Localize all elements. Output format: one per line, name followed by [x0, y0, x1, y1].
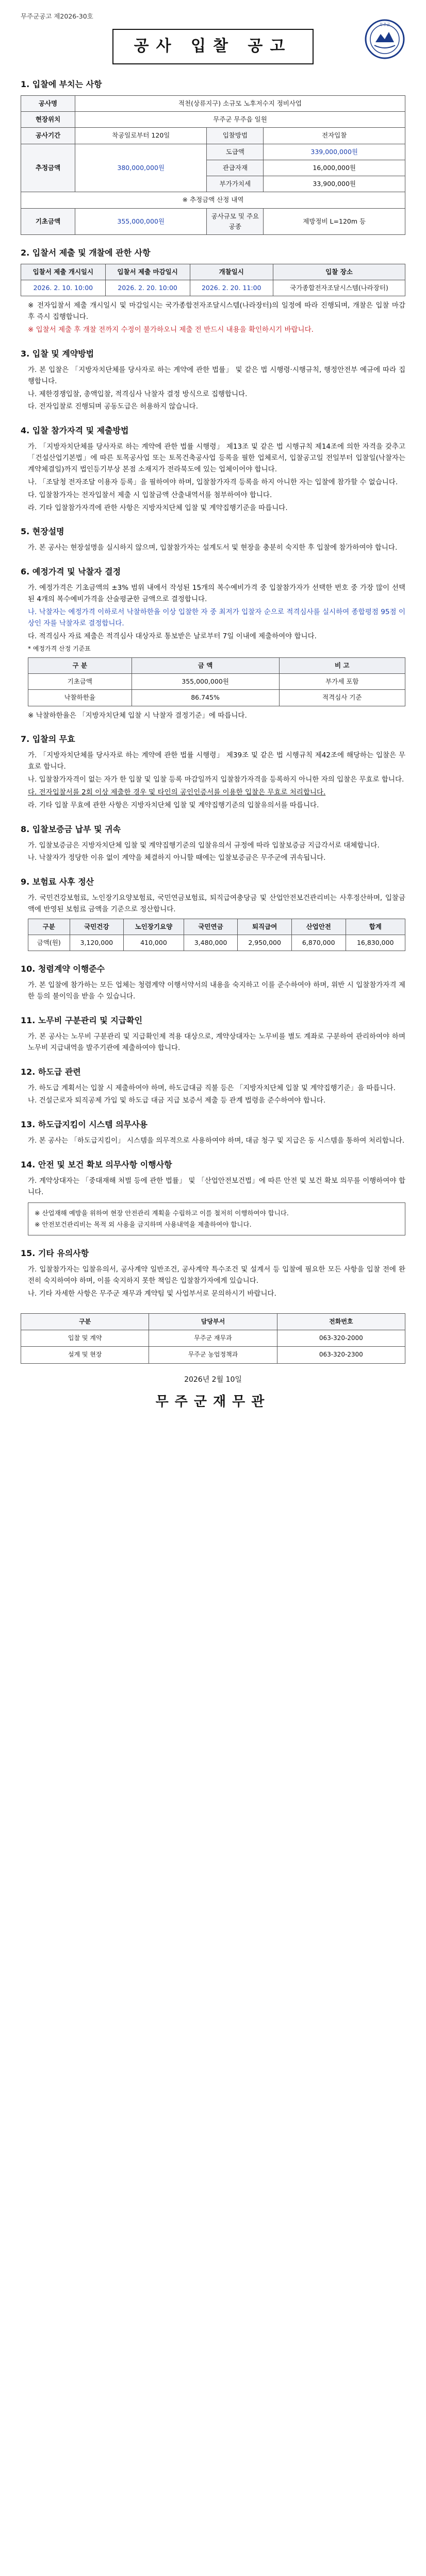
table-cell: 부가세 포함: [279, 674, 405, 690]
insurance-table: [28, 919, 405, 952]
paragraph: 가. 본 공사는 「하도급지킴이」 시스템을 의무적으로 사용하여야 하며, 대금 청구 및 지급은 동 시스템을 통하여 처리합니다.: [28, 1137, 405, 1145]
vat-label: 부가가치세: [207, 176, 264, 192]
paragraph: 가. 본 공사는 노무비 구분관리 및 지급확인제 적용 대상으로, 계약상대자는 노무비를 별도 계좌로 구분하여 관리하여야 하며 노무비 지급내역을 발주기관에 제출하여야 합니다.: [28, 1032, 405, 1052]
paragraph: 가. 입찰보증금은 지방자치단체 입찰 및 계약집행기준의 입찰유의서 규정에 따라 입찰보증금 지급각서로 대체합니다.: [28, 841, 380, 850]
table-cell: 86.745%: [132, 690, 279, 706]
estimate-header: 금 액: [132, 657, 279, 673]
table-row: [21, 1330, 405, 1347]
schedule-header: 개찰일시: [190, 264, 273, 280]
section-1-heading: 1. 입찰에 부치는 사항: [21, 79, 102, 89]
table-cell: 낙찰하한율: [28, 690, 132, 706]
paragraph: 가. 예정가격은 기초금액의 ±3% 범위 내에서 작성된 15개의 복수예비가격 중 입찰참가자가 선택한 번호 중 가장 많이 선택된 4개의 복수예비가격을 산술평균한 금액으로 결정합니다.: [28, 584, 405, 603]
insurance-header: 국민건강: [70, 919, 124, 935]
table-cell: 기초금액: [28, 674, 132, 690]
paragraph: 가. 국민건강보험료, 노인장기요양보험료, 국민연금보험료, 퇴직급여충당금 및 산업안전보건관리비는 사후정산하며, 입찰금액에 반영된 보험료 금액을 기준으로 정산합니다.: [28, 894, 405, 913]
paragraph: 가. 계약상대자는 「중대재해 처벌 등에 관한 법률」 및 「산업안전보건법」에 따른 안전 및 보건 확보 의무를 이행하여야 합니다.: [28, 1176, 405, 1196]
section-4-heading: 4. 입찰 참가자격 및 제출방법: [21, 426, 129, 436]
paragraph: 가. 본 입찰에 참가하는 모든 업체는 청렴계약 이행서약서의 내용을 숙지하고 이를 준수하여야 하며, 위반 시 입찰참가자격 제한 등의 불이익을 받을 수 있습니다.: [28, 981, 405, 1001]
method-label: 입찰방법: [207, 128, 264, 144]
table-cell: 6,870,000: [291, 935, 346, 951]
table-cell: 16,830,000: [346, 935, 405, 951]
table-cell: 무주군 재무과: [149, 1330, 277, 1347]
basic-amount-value: 355,000,000원: [75, 208, 207, 235]
paragraph: 가. 입찰참가자는 입찰유의서, 공사계약 일반조건, 공사계약 특수조건 및 설계서 등 입찰에 필요한 모든 사항을 입찰 전에 완전히 숙지하여야 하며, 이를 숙지하지 못한 책임은 입찰참가자에게 있습니다.: [28, 1265, 405, 1285]
table-cell: 410,000: [124, 935, 184, 951]
gov-material-value: 16,000,000원: [264, 160, 405, 176]
paragraph: 가. 「지방자치단체를 당사자로 하는 계약에 관한 법률 시행령」 제39조 및 같은 법 시행규칙 제42조에 해당하는 입찰은 무효로 합니다.: [28, 751, 405, 771]
estimate-note: ※ 추정금액 산정 내역: [21, 192, 405, 208]
table-row: [28, 674, 405, 690]
contact-header: 담당부서: [149, 1313, 277, 1330]
contact-header: 전화번호: [277, 1313, 405, 1330]
paragraph: 다. 전자입찰서를 2회 이상 제출한 경우 및 타인의 공인인증서를 이용한 입찰은 무효로 처리합니다.: [28, 788, 326, 796]
schedule-header: 입찰서 제출 개시일시: [21, 264, 106, 280]
scale-value: 제방정비 L=120m 등: [264, 208, 405, 235]
insurance-header: 퇴직급여: [238, 919, 292, 935]
section-15-heading: 15. 기타 유의사항: [21, 1248, 89, 1259]
paragraph: 나. 제한경쟁입찰, 총액입찰, 적격심사 낙찰자 결정 방식으로 집행합니다.: [28, 389, 248, 398]
county-seal-icon: [364, 19, 405, 60]
estimate-label: 추정금액: [21, 144, 75, 192]
contact-table: [21, 1313, 405, 1364]
schedule-close: 2026. 2. 20. 10:00: [105, 280, 190, 296]
table-cell: 입찰 및 계약: [21, 1330, 149, 1347]
table-cell: 3,120,000: [70, 935, 124, 951]
paragraph: 다. 적격심사 자료 제출은 적격심사 대상자로 통보받은 날로부터 7일 이내에 제출하여야 합니다.: [28, 632, 317, 640]
location-label: 현장위치: [21, 112, 75, 128]
schedule-table: [21, 264, 405, 297]
estimate-note: ※ 낙찰하한율은 「지방자치단체 입찰 시 낙찰자 결정기준」에 따릅니다.: [28, 711, 247, 720]
schedule-header: 입찰서 제출 마감일시: [105, 264, 190, 280]
safety-note: ※ 안전보건관리비는 목적 외 사용을 금지하며 사용내역을 제출하여야 합니다.: [35, 1220, 252, 1228]
paragraph: 라. 기타 입찰참가자격에 관한 사항은 지방자치단체 입찰 및 계약집행기준을 따릅니다.: [28, 503, 288, 512]
basic-amount-label: 기초금액: [21, 208, 75, 235]
contact-header: 구분: [21, 1313, 149, 1330]
section-5-heading: 5. 현장설명: [21, 527, 64, 537]
insurance-header: 국민연금: [184, 919, 238, 935]
section-6-heading: 6. 예정가격 및 낙찰자 결정: [21, 567, 121, 577]
estimate-header: 비 고: [279, 657, 405, 673]
schedule-opening: 2026. 2. 20. 11:00: [190, 280, 273, 296]
paragraph: 가. 본 입찰은 「지방자치단체를 당사자로 하는 계약에 관한 법률」 및 같은 법 시행령·시행규칙, 행정안전부 예규에 따라 집행합니다.: [28, 365, 405, 385]
paragraph: 가. 하도급 계획서는 입찰 시 제출하여야 하며, 하도급대금 직불 등은 「지방자치단체 입찰 및 계약집행기준」을 따릅니다.: [28, 1083, 396, 1092]
schedule-note: ※ 입찰서 제출 후 개찰 전까지 수정이 불가하오니 제출 전 반드시 내용을 확인하시기 바랍니다.: [28, 326, 314, 334]
bid-info-table: [21, 95, 405, 235]
section-11-heading: 11. 노무비 구분관리 및 지급확인: [21, 1015, 143, 1025]
period-value: 착공일로부터 120일: [75, 128, 207, 144]
cost-value: 339,000,000원: [264, 144, 405, 160]
insurance-header: 노인장기요양: [124, 919, 184, 935]
paragraph: 나. 「조달청 전자조달 이용자 등록」을 필하여야 하며, 입찰참가자격 등록을 하지 아니한 자는 입찰에 참가할 수 없습니다.: [28, 478, 398, 486]
section-8-heading: 8. 입찰보증금 납부 및 귀속: [21, 824, 121, 834]
vat-value: 33,900,000원: [264, 176, 405, 192]
period-label: 공사기간: [21, 128, 75, 144]
insurance-header: 합계: [346, 919, 405, 935]
seal-text: 무주군: [379, 23, 390, 27]
paragraph: 가. 본 공사는 현장설명을 실시하지 않으며, 입찰참가자는 설계도서 및 현장을 충분히 숙지한 후 입찰에 참가하여야 합니다.: [28, 544, 398, 552]
paragraph: 나. 기타 자세한 사항은 무주군 재무과 계약팀 및 사업부서로 문의하시기 바랍니다.: [28, 1289, 276, 1298]
table-cell: 금액(원): [28, 935, 70, 951]
insurance-header: 산업안전: [291, 919, 346, 935]
table-cell: 063-320-2300: [277, 1347, 405, 1363]
table-row: [28, 690, 405, 706]
section-12-heading: 12. 하도급 관련: [21, 1066, 81, 1077]
header: [21, 29, 405, 64]
paragraph: 다. 입찰참가자는 전자입찰서 제출 시 입찰금액 산출내역서를 첨부하여야 합니다.: [28, 490, 272, 499]
paragraph: 나. 낙찰자는 예정가격 이하로서 낙찰하한율 이상 입찰한 자 중 최저가 입찰자 순으로 적격심사를 실시하여 종합평점 95점 이상인 자를 낙찰자로 결정합니다.: [28, 607, 405, 628]
section-14-heading: 14. 안전 및 보건 확보 의무사항 이행사항: [21, 1160, 172, 1170]
section-9-heading: 9. 보험료 사후 정산: [21, 877, 94, 887]
estimate-header: 구 분: [28, 657, 132, 673]
estimate-table-caption: * 예정가격 산정 기준표: [28, 645, 91, 653]
table-cell: 3,480,000: [184, 935, 238, 951]
safety-note: ※ 산업재해 예방을 위하여 현장 안전관리 계획을 수립하고 이를 철저히 이행하여야 합니다.: [35, 1209, 289, 1217]
document-number: 무주군공고 제2026-30호: [21, 12, 93, 20]
paragraph: 가. 「지방자치단체를 당사자로 하는 계약에 관한 법률 시행령」 제13조 및 같은 법 시행규칙 제14조에 의한 자격을 갖추고 「건설산업기본법」에 따른 토목공사업 또는 토목건축공사업 등록을 필한 업체로서, 입찰공고일 전일부터 입찰일(낙찰자는 계약체결일)까지 법인등기부상 본점 소재지가 전라북도에 있는 업체이어야 합니다.: [28, 443, 405, 473]
section-3-heading: 3. 입찰 및 계약방법: [21, 348, 94, 359]
table-cell: 무주군 농업정책과: [149, 1347, 277, 1363]
table-row: [21, 1347, 405, 1363]
paragraph: 나. 낙찰자가 정당한 이유 없이 계약을 체결하지 아니할 때에는 입찰보증금은 무주군에 귀속됩니다.: [28, 854, 326, 862]
issuer-name: 무주군재무관: [155, 1394, 271, 1410]
table-cell: 2,950,000: [238, 935, 292, 951]
paragraph: 나. 입찰참가자격이 없는 자가 한 입찰 및 입찰 등록 마감일까지 입찰참가자격을 등록하지 아니한 자의 입찰은 무효로 합니다.: [28, 775, 404, 784]
section-10-heading: 10. 청렴계약 이행준수: [21, 964, 105, 974]
table-cell: 063-320-2000: [277, 1330, 405, 1347]
notice-date: 2026년 2월 10일: [184, 1375, 242, 1384]
table-cell: 설계 및 현장: [21, 1347, 149, 1363]
cost-label: 도급액: [207, 144, 264, 160]
table-cell: 355,000,000원: [132, 674, 279, 690]
project-value: 적천(상류지구) 소규모 노후저수지 정비사업: [75, 95, 405, 111]
table-cell: 적격심사 기준: [279, 690, 405, 706]
paragraph: 다. 전자입찰로 진행되며 공동도급은 허용하지 않습니다.: [28, 402, 198, 411]
location-value: 무주군 무주읍 일원: [75, 112, 405, 128]
page-title: 공사 입찰 공고: [112, 29, 314, 64]
project-label: 공사명: [21, 95, 75, 111]
method-value: 전자입찰: [264, 128, 405, 144]
schedule-note: ※ 전자입찰서 제출 개시일시 및 마감일시는 국가종합전자조달시스템(나라장터)의 일정에 따라 진행되며, 개찰은 입찰 마감 후 즉시 집행합니다.: [28, 301, 405, 321]
schedule-header: 입찰 장소: [273, 264, 405, 280]
paragraph: 나. 건설근로자 퇴직공제 가입 및 하도급 대금 지급 보증서 제출 등 관계 법령을 준수하여야 합니다.: [28, 1096, 326, 1105]
schedule-place: 국가종합전자조달시스템(나라장터): [273, 280, 405, 296]
section-7-heading: 7. 입찰의 무효: [21, 734, 75, 744]
estimate-table: [28, 657, 405, 706]
estimate-value: 380,000,000원: [75, 144, 207, 192]
schedule-open: 2026. 2. 10. 10:00: [21, 280, 106, 296]
safety-notice-box: [28, 1202, 405, 1236]
section-13-heading: 13. 하도급지킴이 시스템 의무사용: [21, 1120, 148, 1130]
table-row: [28, 935, 405, 951]
scale-label: 공사규모 및 주요 공종: [207, 208, 264, 235]
gov-material-label: 관급자재: [207, 160, 264, 176]
insurance-header: 구분: [28, 919, 70, 935]
section-2-heading: 2. 입찰서 제출 및 개찰에 관한 사항: [21, 248, 151, 258]
paragraph: 라. 기타 입찰 무효에 관한 사항은 지방자치단체 입찰 및 계약집행기준의 입찰유의서를 따릅니다.: [28, 801, 319, 809]
